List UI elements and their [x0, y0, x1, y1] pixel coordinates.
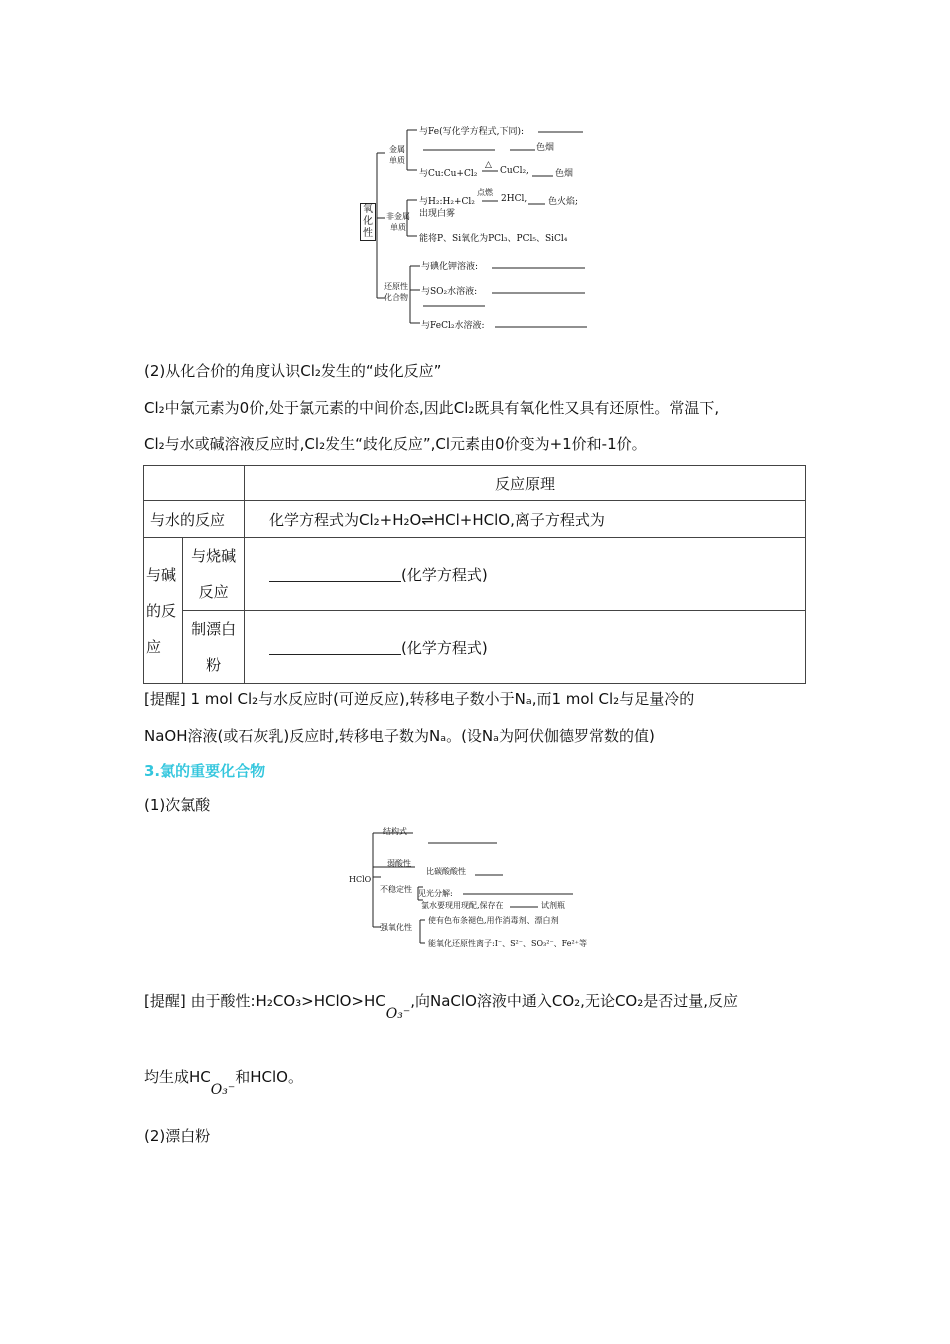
tip2-line1: 由于酸性:H₂CO₃>HClO>HC — [190, 992, 386, 1010]
row-bleach-label: 制漂白粉 — [183, 611, 245, 684]
row-bleach-suffix: (化学方程式) — [401, 638, 488, 657]
metal-fe-color: 色烟 — [536, 143, 555, 153]
para-2-title: (2)从化合价的角度认识Cl₂发生的“歧化反应” — [144, 362, 442, 380]
hclo-weak-acid-label: 弱酸性 — [387, 859, 411, 868]
table-header-cell: 反应原理 — [245, 466, 806, 501]
oxidation-root-label: 氧化性 — [363, 204, 373, 239]
heat-symbol: △ — [485, 160, 492, 170]
tip2-line2-block — [144, 1066, 303, 1098]
reducing-ki-text: 与碘化钾溶液: — [421, 262, 479, 272]
nonmetal-h2-condition: 点燃 — [477, 188, 493, 197]
hclo-storage-text: 氯水要现用现配,保存在 — [421, 901, 504, 910]
tip2-line2-rest: 和HClO。 — [235, 1068, 303, 1086]
tip1-line2: NaOH溶液(或石灰乳)反应时,转移电子数为Nₐ。(设Nₐ为阿伏伽德罗常数的值) — [144, 727, 655, 745]
reducing-so2-text: 与SO₂水溶液: — [421, 287, 478, 297]
hclo-bleach-text: 使有色布条褪色,用作消毒剂、漂白剂 — [428, 916, 559, 925]
tip2-line1-block — [144, 990, 739, 1022]
tip2-o3: O₃⁻ — [385, 1006, 411, 1022]
branch-reducing-label: 还原性化合物 — [384, 282, 408, 302]
tip2-line1-rest: ,向NaClO溶液中通入CO₂,无论CO₂是否过量,反应 — [410, 992, 739, 1010]
para-2-line2: Cl₂与水或碱溶液反应时,Cl₂发生“歧化反应”,Cl元素由0价变为+1价和-1价。 — [144, 435, 647, 453]
metal-fe-text: 与Fe(写化学方程式,下同): — [419, 127, 524, 137]
table-row-bleach — [144, 611, 806, 684]
row-water-text: 化学方程式为Cl₂+H₂O⇌HCl+HClO,离子方程式为 — [245, 501, 806, 538]
row-base-label: 与碱的反应 — [144, 538, 183, 684]
metal-cu-text: 与Cu:Cu+Cl₂ — [419, 169, 478, 179]
reaction-table — [143, 465, 806, 684]
hclo-unstable-label: 不稳定性 — [380, 885, 412, 894]
section3-title: 3.氯的重要化合物 — [144, 762, 266, 780]
hclo-weak-acid-text: 比碳酸酸性 — [426, 867, 466, 876]
hclo-structure-label: 结构式 — [383, 827, 407, 836]
hclo-strong-ox-label: 强氧化性 — [380, 923, 412, 932]
sub1-title: (1)次氯酸 — [144, 796, 211, 814]
hclo-ions-text: 能氧化还原性离子:I⁻、S²⁻、SO₃²⁻、Fe²⁺等 — [428, 939, 587, 948]
branch-metal-label: 金属单质 — [389, 145, 405, 165]
oxidation-root-box — [360, 203, 376, 241]
row-bleach-cell — [245, 611, 806, 684]
table-row-naoh — [144, 538, 806, 611]
hclo-storage-suffix: 试剂瓶 — [541, 901, 565, 910]
metal-cu-color: 色烟 — [555, 169, 574, 179]
nonmetal-h2-flame: 色火焰; — [548, 197, 579, 207]
sub2-title: (2)漂白粉 — [144, 1127, 211, 1145]
reducing-fecl2-text: 与FeCl₂水溶液: — [421, 321, 485, 331]
tip2-prefix: [提醒] — [144, 992, 186, 1010]
nonmetal-h2-text: 与H₂:H₂+Cl₂ — [419, 197, 475, 207]
row-naoh-suffix: (化学方程式) — [401, 565, 488, 584]
table-header-row — [144, 466, 806, 501]
nonmetal-h2-note: 出现白雾 — [419, 209, 456, 219]
row-water-label: 与水的反应 — [144, 501, 245, 538]
tip1-line1: [提醒] 1 mol Cl₂与水反应时(可逆反应),转移电子数小于Nₐ,而1 mol Cl₂与足量冷的 — [144, 690, 695, 708]
nonmetal-h2-product: 2HCl, — [501, 194, 528, 204]
naoh-answer-blank[interactable] — [269, 567, 401, 582]
hclo-root-label: HClO — [349, 875, 372, 884]
para-2-line1: Cl₂中氯元素为0价,处于氯元素的中间价态,因此Cl₂既具有氧化性又具有还原性。常温下, — [144, 399, 720, 417]
row-naoh-cell — [245, 538, 806, 611]
row-naoh-label: 与烧碱反应 — [183, 538, 245, 611]
hclo-unstable-text: 见光分解: — [418, 889, 453, 898]
nonmetal-p-si-text: 能将P、Si氧化为PCl₃、PCl₅、SiCl₄ — [419, 234, 568, 244]
metal-cu-product: CuCl₂, — [500, 166, 529, 176]
branch-nonmetal-label: 非金属单质 — [386, 212, 410, 232]
table-corner-cell — [144, 466, 245, 501]
tip2-line2-o3: O₃⁻ — [210, 1082, 236, 1098]
table-row-water — [144, 501, 806, 538]
tip2-line2: 均生成HC — [144, 1068, 211, 1086]
bleach-answer-blank[interactable] — [269, 640, 401, 655]
